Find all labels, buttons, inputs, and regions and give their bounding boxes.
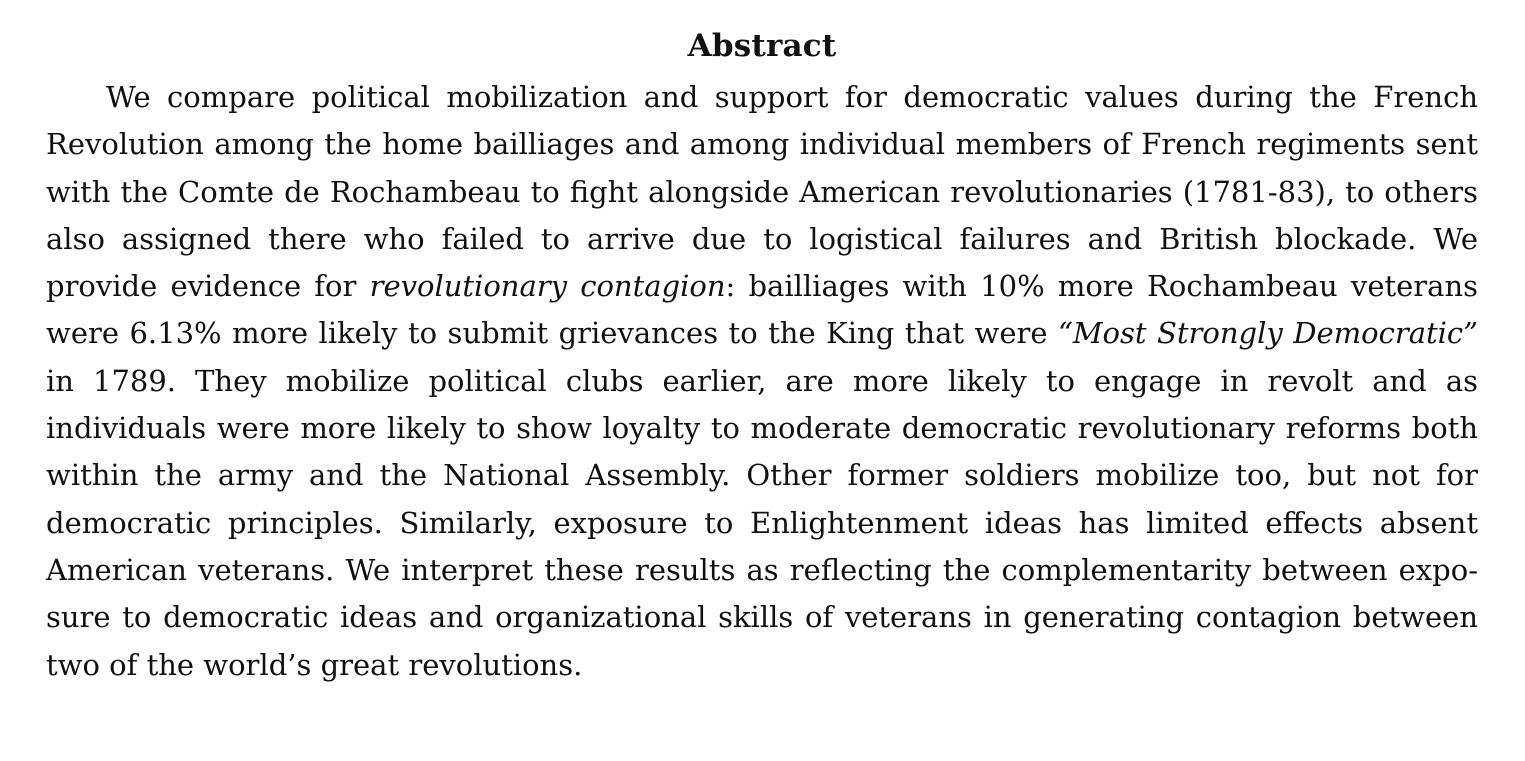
abstract-italic-quote-most-strongly-democratic: “Most Strongly Democratic”	[1058, 316, 1478, 351]
abstract-text-part-3: in 1789. They mobilize political clubs earlier, are more likely to engage in revolt and as individuals were more likely to show loyalty to moderate democratic revolutionary reforms both within the army and the National Assembly. Other former soldiers mobilize too, but not for democratic principles. Similarly, exposure to Enlightenment ideas has limited effects absent American veterans. We interpret these results as reflecting the complementarity between exposure to democratic ideas and organizational skills of veterans in generating contagion between two of the world’s great revolutions.	[46, 363, 1478, 682]
abstract-italic-term-revolutionary-contagion: revolutionary contagion	[369, 269, 726, 304]
abstract-section	[46, 22, 1478, 689]
abstract-title: Abstract	[687, 28, 837, 64]
abstract-text-part-1: We compare political mobilization and support for democratic values during the French Revolution among the home bailliages and among individual members of French regiments sent with the Comte de Rochambeau to fight alongside American revolutionaries (1781-83), to others also assigned there who failed to arrive due to logistical failures and British blockade. We provide evidence for	[46, 80, 1478, 304]
abstract-body	[46, 74, 1478, 689]
abstract-text-part-2: : bailliages with 10% more Rochambeau veterans were 6.13% more likely to submit grievances to the King that were	[46, 269, 1479, 351]
